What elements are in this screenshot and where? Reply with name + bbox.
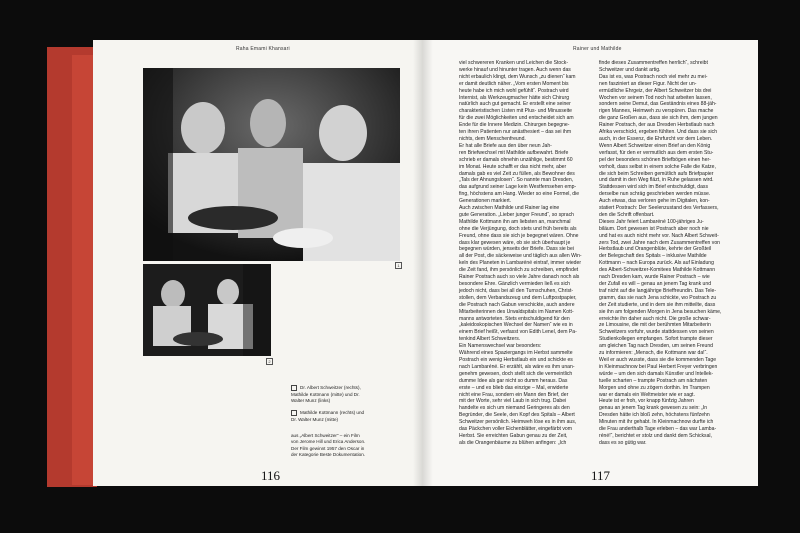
photo-marker-2-icon: 2 [266,358,273,365]
text-line: nichts, dem Menschenfreund. [459,135,526,142]
text-line: Begründer, die Seele, den Kopf des Spitals – Albert [459,412,575,419]
text-line: fing, höchstens am Hang. Wieder so eine Formel, die [459,191,580,198]
text-line: sondern seine Demut, das Geständnis eines 88-jäh- [599,101,717,108]
right-page [423,40,758,486]
text-line: Schweitzer und dankt artig. [599,66,661,73]
text-line: handelte es sich um niemand Geringeres als den [459,405,570,412]
text-line: nen fasziniert an dieser Figur. Nicht der un- [599,80,697,87]
text-line: damals gab es viel Zeit zu füllen, als Bewohner des [459,170,575,177]
text-line: des Albert-Schweitzer-Komitees Mathilde Kottmann [599,267,716,274]
text-line: rigen Mannes, Heimweh zu verspüren. Das mache [599,108,714,115]
text-line: tuelle scharten – trampte Postrach am nächsten [599,377,708,384]
text-line: verfasst, für den er vermutlich aus dem ersten Stu- [599,149,714,156]
text-line: „kaleidoskopischen Wechsel der Namen“ wie es in [459,322,573,329]
text-line: das Päckchen voller Eichenblätter, eingefärbt vom [459,426,572,433]
text-line: viel schwereren Kranken und Leichen die Stock- [459,60,569,66]
text-line: Ende für die Innere Medizin. Chirurgen begegne- [459,122,570,129]
text-line: dass klar gewesen wäre, ob sie sich überhaupt je [459,239,571,246]
text-line: vorholt, dass selbst in einem solche Falle die Katze, [599,163,716,170]
text-line: Während eines Spaziergangs im Herbst sammelte [459,350,573,357]
text-line: war er damals ein Weltmeister wie er sagt. [599,391,695,398]
text-line: das aufgrund seiner Lage kein Westfernsehen emp- [459,184,577,191]
text-line: Wenn Albert Schweitzer einen Brief an den König [599,142,711,149]
text-line: ten ihren Patienten nur anästhesiert – das sei ihm [459,129,572,136]
text-column-1 [459,60,587,447]
text-line: manns antworteten. Stets entschuldigend für den [459,315,570,322]
text-line: den die Schrift offenbart. [599,211,655,218]
text-line: pel der besonders schönen Briefbögen einen her- [599,156,711,163]
text-line: der Zufall es will – genau an jenem Tag krank und [599,281,712,287]
caption-film-source: aus „Albert Schweitzer“ – ein Film von Jerome Hill und Erica Anderson. Der Film gewinnt 1957 den Oscar in der Kategorie Beste Dokumentation. [291,433,366,457]
text-line: Rainer Postrach, der aus Dresden Herbstlaub nach [599,122,715,129]
text-line: Generationen markiert. [459,198,512,205]
caption-marker-1-icon [291,385,297,391]
text-line: zers Tod, zwei Jahre nach dem Zusammentreffen von [599,239,720,246]
text-line: im Monat. Heute schafft er das nicht mehr, aber [459,163,567,170]
text-line: Herbstlaub und Orangenblüte, kehrte der Großteil [599,246,712,253]
text-line: sie ihn am folgenden Morgen in Jena besuchen käme, [599,308,722,315]
text-line: Schweitzers vorfuhr, wurde stattdessen von seinen [599,329,714,336]
text-line: würde – um den sich damals Künstler und Intellek- [599,370,714,377]
text-line: Schweitzer persönlich. Heimweh löse es in ihm aus, [459,419,577,426]
text-line: Morgen und ohne zu zögern dorthin. Im Trampen [599,384,710,391]
text-line: derselbe nun schräg geschrieben werden müsse. [599,191,711,198]
page-number-right: 117 [591,468,611,483]
caption-photo-2: Mathilde Kottmann (rechts) und Dr. Walter Munz (mitte) [291,410,365,422]
text-line: Das ist es, was Postrach noch viel mehr zu mei- [599,73,708,80]
text-line: Kottmann – nach Europa zurück. Als auf Einladung [599,260,714,267]
text-line: werke hinauf und hinunter tragen. Auch wenn das [459,66,571,73]
page-number-left: 116 [261,468,281,483]
text-line: Dieses Jahr feiert Lambaréné 100-jähriges Ju- [599,218,704,225]
text-line: réné!“, berichtet er stolz und dankt dem Schicksal, [599,432,712,439]
text-line: stollen, dem Verbandszeug und dem Luftpostpapier, [459,294,577,301]
text-line: keln des Planeten in Lambaréné eintraf, immer wieder [459,260,582,267]
text-line: der Zeit studierte, und in dem sie ihm mitteilte, dass [599,301,716,308]
text-column-2 [599,60,725,447]
text-line: begegnen würden, jenseits der Briefe. Dass sie bei [459,246,574,253]
text-line: erste – und es blieb das einzige – Mal, erwiderte [459,384,569,391]
photo-dinner-scene [143,68,400,261]
text-line: biläum. Dort gewesen ist Postrach aber noch nie [599,225,709,232]
photo-dinner-scene-small [143,264,271,356]
text-line: charakteristischen Listen mit Plus- und Minusseite [459,108,572,115]
text-line: am gleichen Tag nach Dresden, um seinen Freund [599,343,714,350]
text-line: Weil er auch wusste, dass sie die kommenden Tage [599,356,717,363]
text-line: all der Post, die säckeweise und täglich aus allen Win- [459,253,582,260]
text-line: einem Brief heißt, verfasst von Edith Lenel, dem Pa- [459,329,577,336]
text-line: Freund, ohne dass sie sich je begegnet wären. Ohne [459,232,579,239]
text-line: Stattdessen wird sich im Brief entschuldigt, dass [599,184,708,191]
text-line: Auch zwischen Mathilde und Rainer lag eine [459,205,560,212]
text-line: ze Limousine, die mit der berühmten Mitarbeiterin [599,322,711,329]
text-line: Mathilde Kottmann ihn am liebsten an, manchmal [459,218,571,225]
text-line: traf nicht auf die langjährige Brieffreundin. Das Tele- [599,287,717,294]
text-line: der Belegschaft des Spitals – inklusive Mathilde [599,253,707,260]
text-line: Internist, als Werkzeugmacher hätte sich Chirurg [459,94,570,101]
text-line: Postrach ein wenig Herbstlaub ein und schickte es [459,356,573,363]
text-line: Wochen vor seinem Tod noch hat arbeiten lassen, [599,94,712,101]
text-line: Herbst. Sie erreichten Gabun genau zu der Zeit, [459,432,568,439]
book-gutter-shadow [413,40,433,486]
text-line: mit der Worte, sehr viel Laub in sich trug. Dabei [459,398,567,405]
text-line: Afrika verschickt, ergeben fühlten. Und dass sie sich [599,129,718,136]
text-line: dumme Idee als gar nicht so dumm heraus. Das [459,377,568,384]
text-line: die Postrach nach Gabun verschickte, auch andere [459,301,575,308]
text-line: statiert Postrach: Der Seelenzustand des Verfassers, [599,205,719,212]
text-line: natürlich auch gut gemacht. Er erstellt eine seiner [459,101,571,108]
text-line: nicht erbaulich klingt, dem Wunsch „zu dienen“ kam [459,73,576,80]
text-line: er damit deutlich näher. „Vom ersten Moment bis [459,80,569,87]
text-line: und hat es auch nicht mehr vor. Nach Albert Schweit- [599,232,719,239]
text-line: ermüdliche Ehrgeiz, der Albert Schweitzer bis drei [599,87,712,94]
text-line: Er hat alle Briefe aus den über neun Jah- [459,142,552,149]
text-line: zu informieren: „Mensch, die Kottmann war da!“. [599,350,708,357]
text-line: und damit in den Weg fläzt, in Ruhe gelassen wird. [599,177,714,184]
text-line: Minuten mit ihr gehabt. In Kleinmachnow durfte ich [599,419,714,426]
text-line: in Kleinmachnow bei Paul Herbert Freyer verbringen [599,363,718,370]
caption-photo-1: Dr. Albert Schweitzer (rechts), Mathilde Kottmann (mitte) und Dr. Walter Munz (links) [291,385,361,403]
text-line: für die zwei Möglichkeiten und entscheidet sich am [459,115,574,122]
text-line: als die Orangenbäume zu blühen anfingen: „Ich [459,439,567,446]
text-line: die Frau anderthalb Tage erleben – das war Lamba- [599,426,717,433]
text-line: erreichte ihn daher auch nicht. Die große schwar- [599,315,711,322]
text-line: gramm, das sie nach Jena schickte, wo Postrach zu [599,294,717,301]
text-line: genau an jenem Tag krank gewesen zu sein: „In [599,405,708,412]
text-line: tenkind Albert Schweitzers. [459,336,521,343]
text-line: schrieb er damals ohnehin unzählige, bestimmt 60 [459,156,573,163]
text-line: ohne die Verjüngung, doch stets und früh bereits als [459,225,577,232]
text-line: jedoch nicht, dass bei all den Turnschuhen, Christ- [459,287,574,294]
text-line: besondere Ehre. Gänzlich vermieden ließ es sich [459,281,570,287]
text-line: ren Briefwechsel mit Mathilde aufbewahrt. Briefe [459,149,569,156]
text-line: gute Generation. „Lieber junger Freund“, so sprach [459,211,574,218]
text-line: finde dieses Zusammentreffen herrlich“, schreibt [599,60,708,66]
running-head-right: Rainer und Mathilde [573,46,622,52]
text-line: Heute ist er froh, vor knapp fünfzig Jahren [599,398,694,405]
photo-marker-1-icon: 1 [395,262,402,269]
text-line: die Zeit fand, ihm persönlich zu schreiben, empfindet [459,267,579,274]
text-line: Rainer Postrach auch so viele Jahre danach noch als [459,274,580,281]
text-line: nach Dresden kam, wurde Rainer Postrach – wie [599,274,710,281]
text-line: die sich beim Schreiben gemütlich aufs Briefpapier [599,170,714,177]
text-line: Mitarbeiterinnen des Urwaldspitals im Namen Kott- [459,308,574,315]
text-line: nach Lambaréné. Er erzählt, als wäre es ihm unan- [459,363,575,370]
text-line: auch, in der Essenz, die Ehrfurcht vor dem Leben. [599,135,713,142]
text-line: Auch etwas, das verloren gehe im Digitalen, kon- [599,198,710,205]
text-line: nicht eine Frau, sondern ein Mann den Brief, der [459,391,569,398]
text-line: Ein Namenswechsel war besonders: [459,343,542,350]
text-line: genehm gewesen, doch stellt sich die vermeintlich [459,370,573,377]
text-line: dass es so gütig war. [599,439,647,446]
caption-marker-2-icon [291,410,297,416]
text-line: die ganz Großen aus, dass sie sich ihm, dem jungen [599,115,718,122]
text-line: heute habe ich mich wohl gefühlt“. Postrach wird [459,87,569,94]
text-line: Studienkollegen empfangen. Sofort trampte dieser [599,336,713,343]
text-line: Dresden hätte ich bloß zehn, höchstens fünfzehn [599,412,710,419]
text-line: „Tals der Ahnungslosen“. So nannte man Dresden, [459,177,574,184]
book-cover-spine [72,55,94,485]
left-page [93,40,423,486]
running-head-left: Raha Emami Khansari [236,46,290,52]
